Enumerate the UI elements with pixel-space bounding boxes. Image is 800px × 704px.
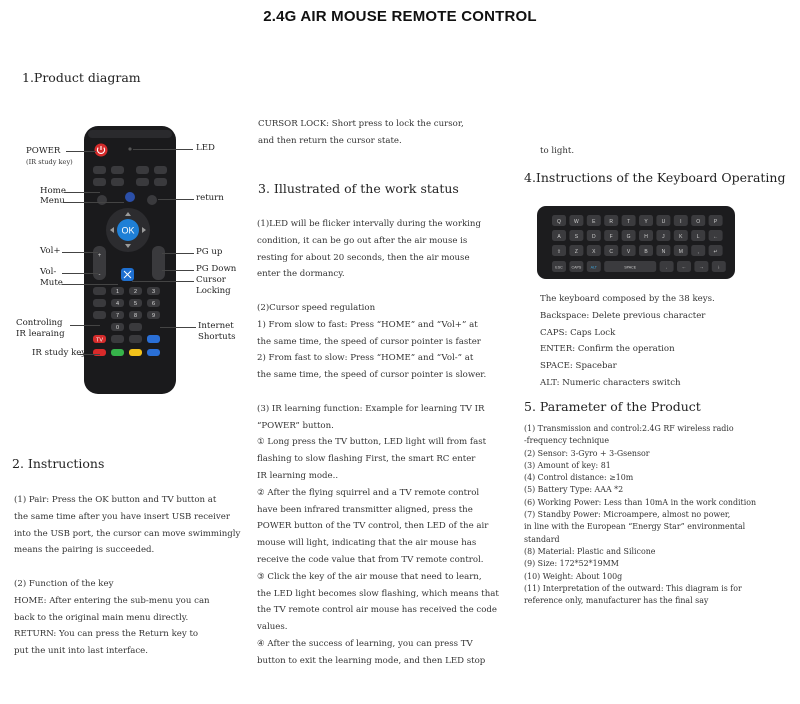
- keyboard-key-label: .: [665, 264, 668, 271]
- label-internet: Internet: [198, 321, 234, 331]
- keyboard-key-label: N: [661, 248, 666, 255]
- home-button: [97, 195, 107, 205]
- keyboard-key-label: A: [557, 233, 561, 240]
- to-light-text: to light.: [540, 146, 575, 156]
- keyboard-key-label: W: [574, 218, 579, 225]
- label-mute: Mute: [40, 278, 63, 288]
- label-ir-study-note: (IR study key): [26, 158, 73, 166]
- keyboard-key-label: ⇧: [556, 248, 562, 255]
- svg-text:0: 0: [115, 325, 120, 331]
- keyboard-key-label: I: [680, 218, 682, 225]
- keyboard-key-label: ESC: [555, 265, 563, 270]
- keyboard-key-label: P: [713, 218, 718, 225]
- keyboard-key-label: Q: [557, 218, 561, 225]
- keyboard-key-label: F: [609, 233, 613, 240]
- svg-text:2: 2: [133, 289, 138, 295]
- keyboard-key-label: S: [574, 233, 579, 240]
- section-parameter-heading: 5. Parameter of the Product: [524, 399, 701, 414]
- svg-text:+: +: [97, 253, 102, 259]
- keyboard-key-label: G: [626, 233, 631, 240]
- keyboard-key-label: →: [698, 264, 704, 271]
- section-keyboard-heading: 4.Instructions of the Keyboard Operating: [524, 170, 786, 185]
- keyboard-key-label: Y: [644, 218, 648, 225]
- keyboard-key-label: H: [644, 233, 648, 240]
- label-pg-down: PG Down: [196, 264, 237, 274]
- svg-text:1: 1: [115, 289, 120, 295]
- keyboard-key-label: ←: [681, 264, 687, 271]
- label-cursor: Cursor: [196, 275, 226, 285]
- keyboard-illustration: [536, 205, 736, 280]
- keyboard-key-label: SPACE: [624, 265, 637, 270]
- keyboard-key-label: ,: [697, 248, 699, 255]
- keyboard-key-label: R: [609, 218, 614, 225]
- svg-text:9: 9: [151, 313, 156, 319]
- label-shortuts: Shortuts: [198, 332, 236, 342]
- section-instructions-heading: 2. Instructions: [12, 456, 105, 471]
- work-status-text: (1)LED will be flicker intervally during the working condition, it can be go out after the air mouse is resting for about 20 seconds, then the air mouse enter the dormancy. (2)Cursor speed regulation 1) From slow to fast: Press “HOME” and “Vol+” at the same time, the speed of cursor pointer is faster 2) From fast to slow: Press “HOME” and “Vol-” at the same time, the speed of cursor pointer is slower. (3) IR learning function: Example for learning TV IR “POWER” button. ① Long press the TV button, LED light will from fast flashing to slow flashing First, the smart RC enter IR learning mode.. ② After the flying squirrel and a TV remote control have been infrared transmitter aligned, press the POWER button of the TV control, then LED of the air mouse will light, indicating that the air mouse has receive the code value that from TV remote control. ③ Click the key of the air mouse that need to learn, the LED light becomes slow flashing, which means that the TV remote control air mouse has received the code values. ④ After the success of learning, you can press TV button to exit the learning mode, and then LED stop: [257, 219, 499, 666]
- label-led: LED: [196, 143, 215, 153]
- keyboard-key-label: E: [592, 218, 596, 225]
- yellow-key: [129, 349, 142, 356]
- keyboard-key-label: ←: [713, 233, 719, 240]
- parameters-list: (1) Transmission and control:2.4G RF wireless radio -frequency technique (2) Sensor: 3-Gyro + 3-Gsensor (3) Amount of key: 81 (4) Control distance: ≥10m (5) Battery Type: AAA *2 (6) Working Power: Less than 10mA in the work condition (7) Standby Power: Microampere, almost no power, in line with the European “Energy Star” environmental standard (8) Material: Plastic and Silicone (9) Size: 172*52*19MM (10) Weight: About 100g (11) Interpretation of the outward: This diagram is for reference only, manufacturer has the final say: [524, 424, 757, 606]
- svg-text:TV: TV: [95, 337, 104, 344]
- svg-text:4: 4: [115, 301, 120, 307]
- internet-button: [147, 335, 160, 343]
- label-ir-learning: IR learaing: [16, 329, 65, 339]
- keyboard-key-label: U: [661, 218, 666, 225]
- svg-text:5: 5: [133, 301, 138, 307]
- label-locking: Locking: [196, 286, 231, 296]
- label-controling: Controling: [16, 318, 63, 328]
- keyboard-key-label: M: [678, 248, 683, 255]
- keyboard-key-label: T: [627, 218, 631, 225]
- instructions-text: (1) Pair: Press the OK button and TV button at the same time after you have insert USB receiver into the USB port, the cursor can move swimmingly means the pairing is succeeded. (2) Function of the key HOME: After entering the sub-menu you can back to the original main menu directly. RETURN: You can press the Return key to put the unit into last interface.: [14, 495, 241, 657]
- cursor-lock-text: CURSOR LOCK: Short press to lock the cursor, and then return the cursor state.: [258, 119, 464, 146]
- keyboard-key-label: ↵: [713, 248, 718, 255]
- keyboard-key-label: B: [644, 248, 648, 255]
- keyboard-key-label: L: [696, 233, 700, 240]
- svg-text:3: 3: [151, 289, 156, 295]
- svg-text:6: 6: [151, 301, 156, 307]
- label-pg-up: PG up: [196, 247, 223, 257]
- label-home: Home: [40, 186, 66, 196]
- label-return: return: [196, 193, 224, 203]
- label-power: POWER: [26, 146, 61, 156]
- led-indicator: [128, 147, 131, 150]
- svg-text:7: 7: [115, 313, 120, 319]
- section-product-diagram-heading: 1.Product diagram: [22, 70, 141, 85]
- keyboard-key-label: D: [591, 233, 596, 240]
- label-ir-study-key: IR study key: [32, 348, 87, 358]
- keyboard-key-label: Z: [574, 248, 578, 255]
- keyboard-key-label: J: [662, 233, 665, 240]
- menu-button: [125, 192, 135, 202]
- label-menu: Menu: [40, 196, 65, 206]
- remote-control-illustration: [80, 124, 180, 396]
- keyboard-key-label: V: [626, 248, 631, 255]
- svg-text:8: 8: [133, 313, 138, 319]
- keyboard-key-label: X: [592, 248, 596, 255]
- return-button: [147, 195, 157, 205]
- svg-text:-: -: [98, 272, 101, 278]
- keyboard-notes: The keyboard composed by the 38 keys. Backspace: Delete previous character CAPS: Caps Lock ENTER: Confirm the operation SPACE: Spacebar ALT: Numeric characters switch: [540, 294, 715, 388]
- blue-key: [147, 349, 160, 356]
- label-vol-plus: Vol+: [40, 246, 61, 256]
- keyboard-key-label: ↓: [717, 264, 721, 271]
- keyboard-key-label: O: [696, 218, 701, 225]
- keyboard-key-label: C: [609, 248, 614, 255]
- page-title: 2.4G AIR MOUSE REMOTE CONTROL: [263, 8, 537, 25]
- page-rocker: [152, 246, 165, 280]
- green-key: [111, 349, 124, 356]
- keyboard-key-label: K: [679, 233, 683, 240]
- keyboard-key-label: CAPS: [571, 265, 582, 270]
- section-work-status-heading: 3. Illustrated of the work status: [258, 181, 459, 196]
- label-vol-minus: Vol-: [40, 267, 57, 277]
- keyboard-key-label: ALT: [590, 265, 597, 270]
- ok-label: OK: [121, 225, 135, 236]
